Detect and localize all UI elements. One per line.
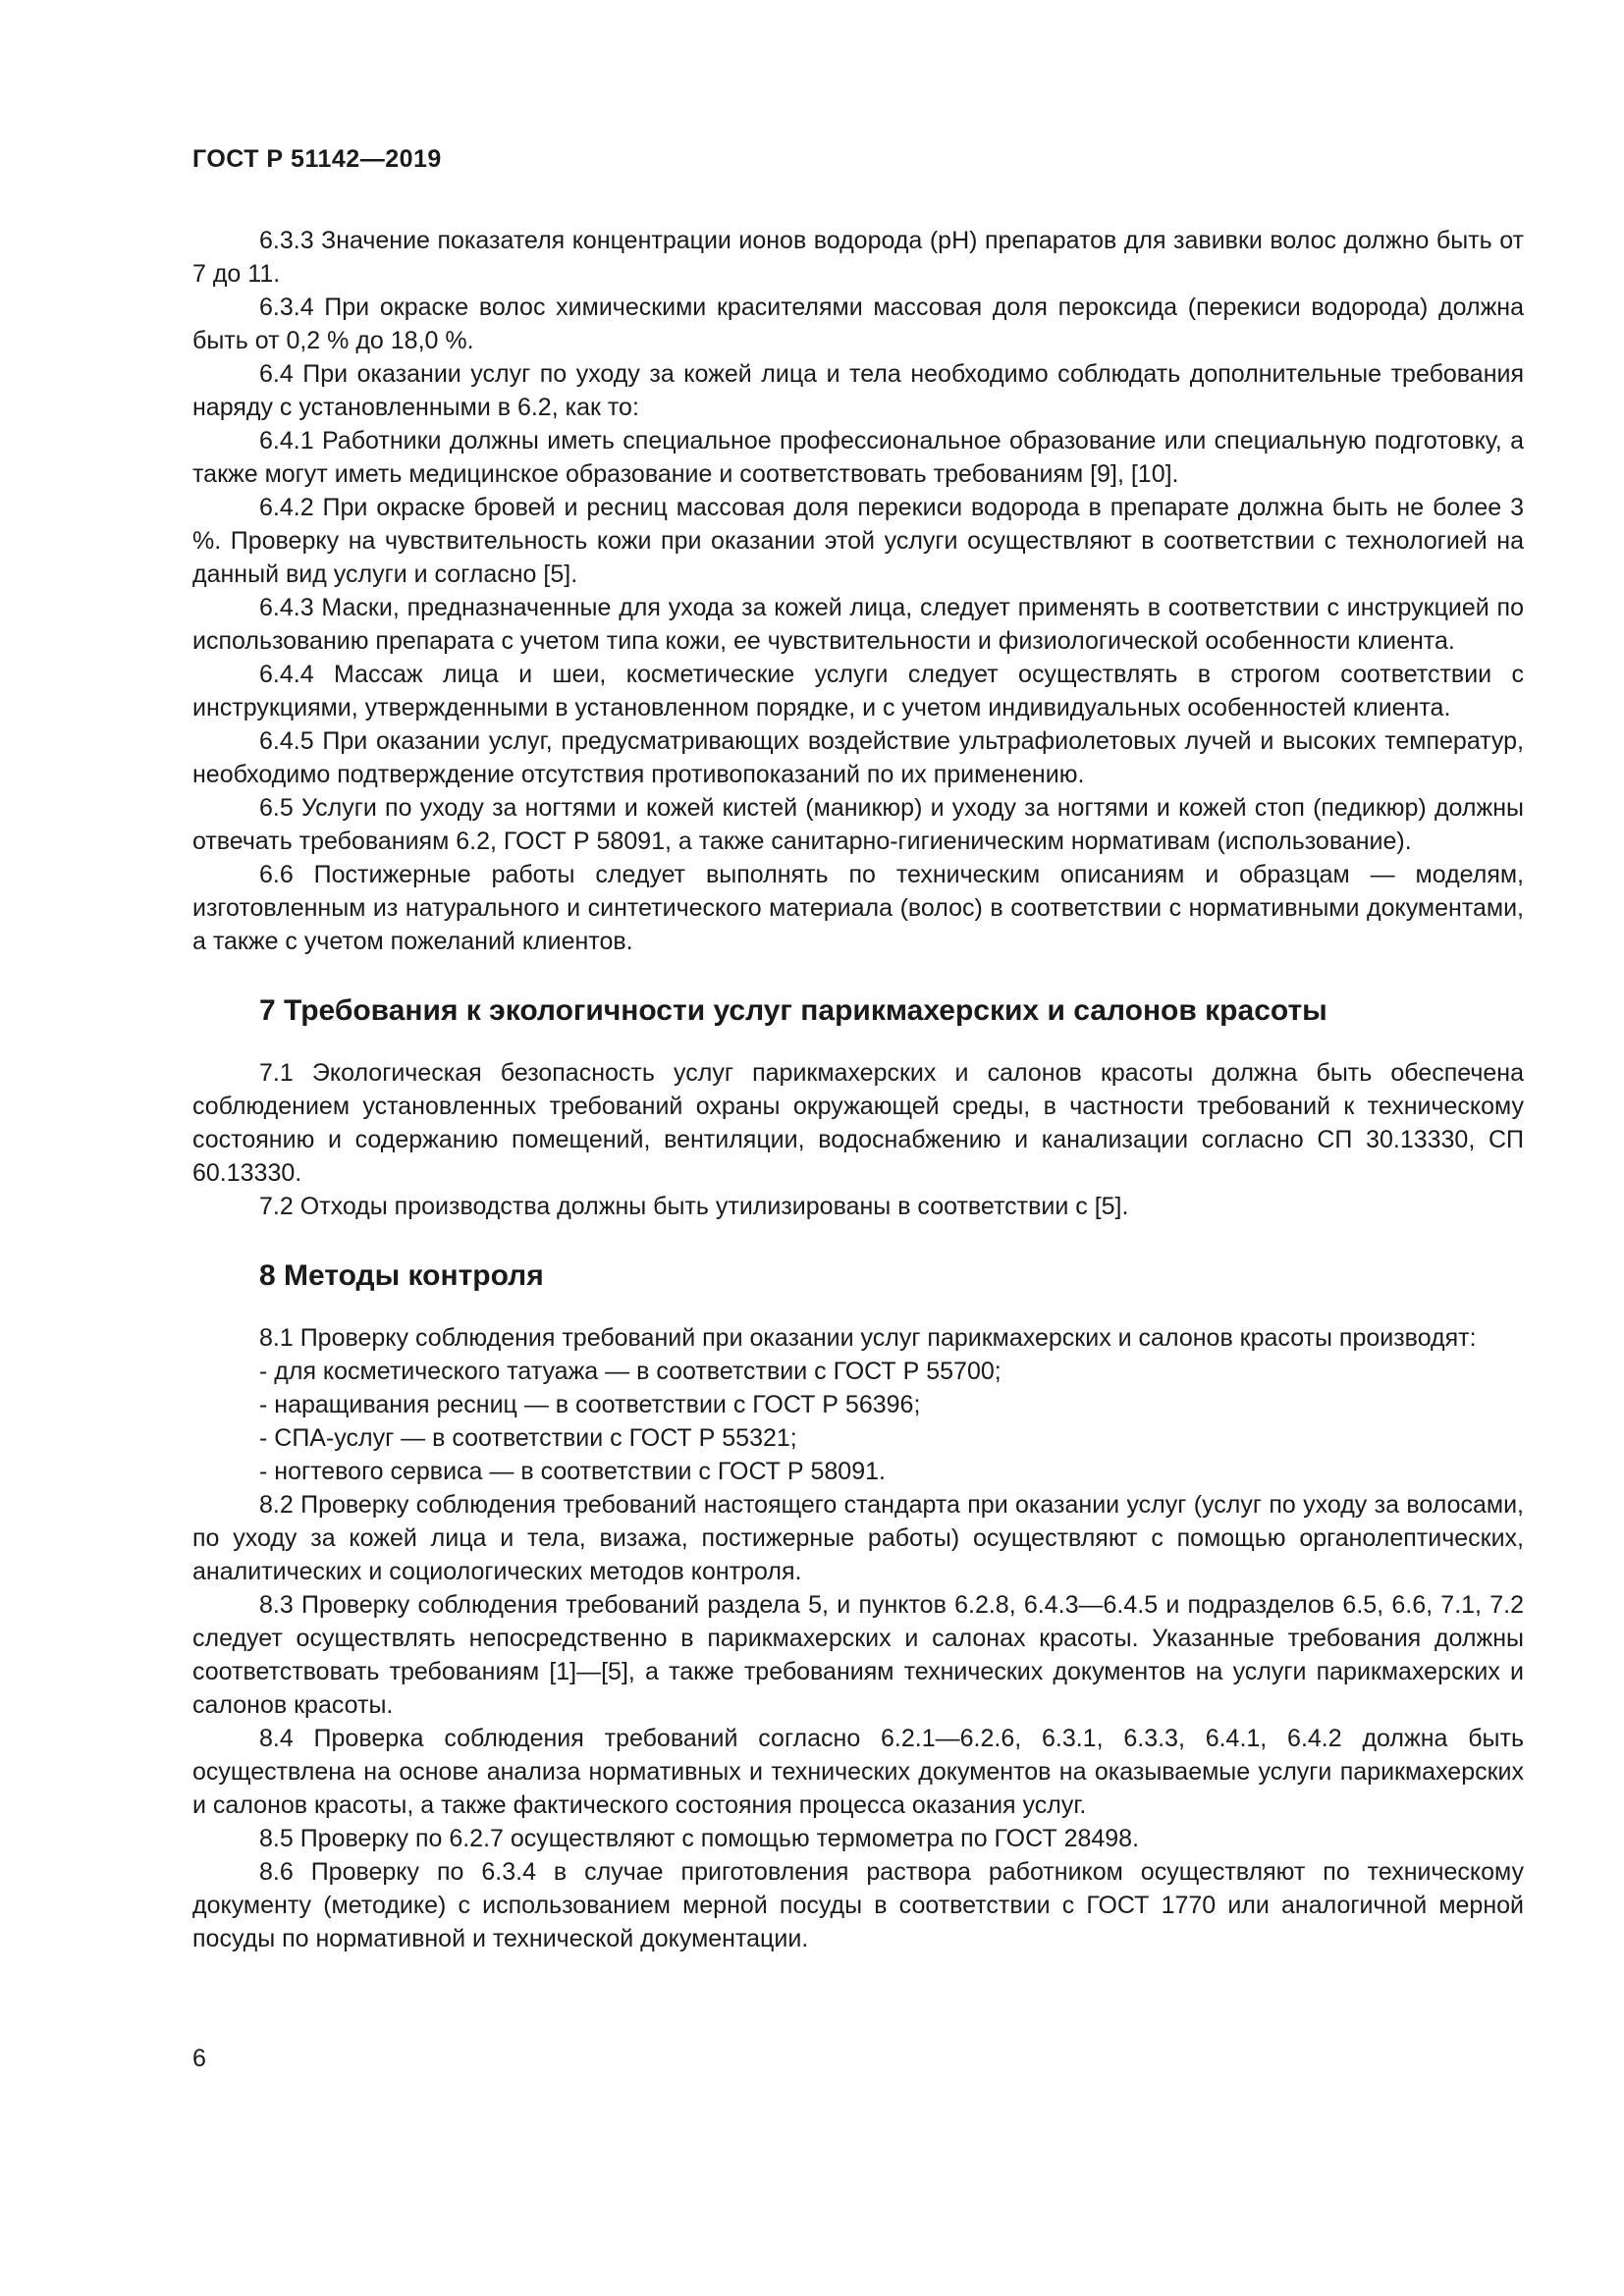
paragraph: 8.2 Проверку соблюдения требований настоящего стандарта при оказании услуг (услуг по уходу за волосами, по уходу за кожей лица и тела, визажа, постижерные работы) осуществляют с помощью органолептических, аналитических и социологических методов контроля.: [192, 1491, 1524, 1585]
section-7-heading: 7 Требования к экологичности услуг парикмахерских и салонов красоты: [259, 994, 1327, 1027]
paragraph: 8.6 Проверку по 6.3.4 в случае приготовления раствора работником осуществляют по техническому документу (методике) с использованием мерной посуды в соответствии с ГОСТ 1770 или аналогичной мерной посуды по нормативной и технической документации.: [192, 1858, 1524, 1952]
paragraph: 7.1 Экологическая безопасность услуг парикмахерских и салонов красоты должна быть обеспечена соблюдением установленных требований охраны окружающей среды, в частности требований к техническому состоянию и содержанию помещений, вентиляции, водоснабжению и канализации согласно СП 30.13330, СП 60.13330.: [192, 1059, 1524, 1187]
page-number: 6: [192, 2045, 206, 2072]
section-8-heading: 8 Методы контроля: [259, 1259, 544, 1292]
list-item: - ногтевого сервиса — в соответствии с ГОСТ Р 58091.: [259, 1458, 886, 1485]
list-item: - для косметического татуажа — в соответствии с ГОСТ Р 55700;: [259, 1358, 1001, 1385]
paragraph: 7.2 Отходы производства должны быть утилизированы в соответствии с [5].: [259, 1193, 1129, 1220]
paragraph: 6.5 Услуги по уходу за ногтями и кожей кистей (маникюр) и уходу за ногтями и кожей стоп (педикюр) должны отвечать требованиям 6.2, ГОСТ Р 58091, а также санитарно-гигиеническим нормативам (использование).: [192, 794, 1524, 855]
paragraph: 6.3.3 Значение показателя концентрации ионов водорода (pH) препаратов для завивки волос должно быть от 7 до 11.: [192, 227, 1524, 288]
list-item: - СПА-услуг — в соответствии с ГОСТ Р 55321;: [259, 1424, 797, 1452]
paragraph: 6.6 Постижерные работы следует выполнять по техническим описаниям и образцам — моделям, изготовленным из натурального и синтетического материала (волос) в соответствии с нормативными документами, а также с учетом пожеланий клиентов.: [192, 861, 1524, 955]
list-item: - наращивания ресниц — в соответствии с ГОСТ Р 56396;: [259, 1391, 921, 1418]
paragraph: 6.4.3 Маски, предназначенные для ухода за кожей лица, следует применять в соответствии с инструкцией по использованию препарата с учетом типа кожи, ее чувствительности и физиологической особенности клиента.: [192, 594, 1524, 655]
paragraph: 6.4.5 При оказании услуг, предусматривающих воздействие ультрафиолетовых лучей и высоких температур, необходимо подтверждение отсутствия противопоказаний по их применению.: [192, 727, 1524, 788]
paragraph: 6.4.4 Массаж лица и шеи, косметические услуги следует осуществлять в строгом соответствии с инструкциями, утвержденными в установленном порядке, и с учетом индивидуальных особенностей клиента.: [192, 661, 1524, 721]
paragraph: 6.3.4 При окраске волос химическими красителями массовая доля пероксида (перекиси водорода) должна быть от 0,2 % до 18,0 %.: [192, 294, 1524, 354]
paragraph: 8.5 Проверку по 6.2.7 осуществляют с помощью термометра по ГОСТ 28498.: [259, 1825, 1140, 1852]
paragraph: 6.4.2 При окраске бровей и ресниц массовая доля перекиси водорода в препарате должна быть не более 3 %. Проверку на чувствительность кожи при оказании этой услуги осуществляют в соответствии с технологией на данный вид услуги и согласно [5].: [192, 494, 1524, 588]
page-header: ГОСТ Р 51142—2019: [192, 145, 442, 173]
paragraph: 6.4 При оказании услуг по уходу за кожей лица и тела необходимо соблюдать дополнительные требования наряду с установленными в 6.2, как то:: [192, 360, 1524, 421]
paragraph: 8.3 Проверку соблюдения требований раздела 5, и пунктов 6.2.8, 6.4.3—6.4.5 и подразделов 6.5, 6.6, 7.1, 7.2 следует осуществлять непосредственно в парикмахерских и салонах красоты. Указанные требования должны соответствовать требованиям [1]—[5], а также требованиям технических документов на услуги парикмахерских и салонов красоты.: [192, 1591, 1524, 1719]
paragraph: 6.4.1 Работники должны иметь специальное профессиональное образование или специальную подготовку, а также могут иметь медицинское образование и соответствовать требованиям [9], [10].: [192, 427, 1524, 488]
paragraph: 8.1 Проверку соблюдения требований при оказании услуг парикмахерских и салонов красоты производят:: [259, 1324, 1477, 1352]
document-body: [192, 224, 1524, 1955]
paragraph: 8.4 Проверка соблюдения требований согласно 6.2.1—6.2.6, 6.3.1, 6.3.3, 6.4.1, 6.4.2 должна быть осуществлена на основе анализа нормативных и технических документов на оказываемые услуги парикмахерских и салонов красоты, а также фактического состояния процесса оказания услуг.: [192, 1725, 1524, 1819]
